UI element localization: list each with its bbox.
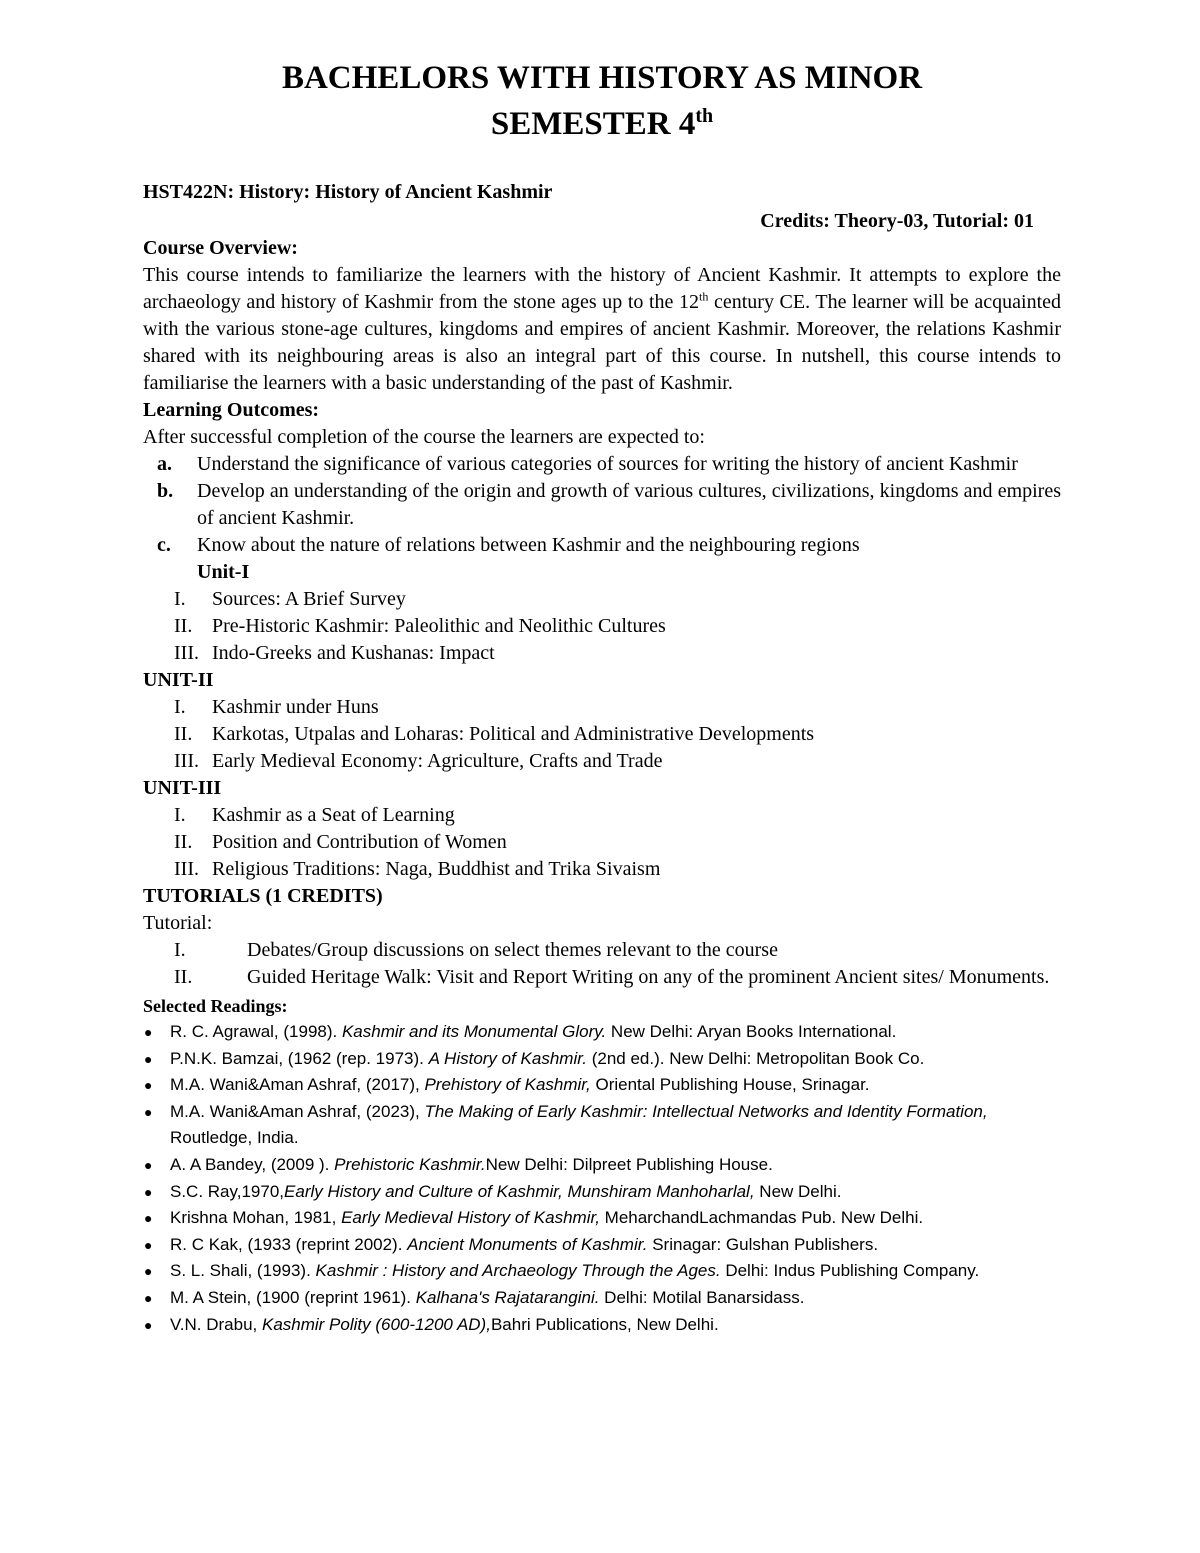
overview-heading: Course Overview: xyxy=(143,237,298,259)
reading-title: Kashmir and its Monumental Glory. xyxy=(341,1022,607,1041)
reading-author: P.N.K. Bamzai, (1962 (rep. 1973). xyxy=(170,1048,429,1068)
reading-publisher: New Delhi: Dilpreet Publishing House. xyxy=(485,1154,773,1174)
outcome-item xyxy=(143,451,1061,478)
reading-title: Kashmir : History and Archaeology Through the Ages. xyxy=(315,1261,721,1281)
unit-item-text: Kashmir under Huns xyxy=(212,696,379,718)
unit-item xyxy=(143,613,1061,640)
unit-item-number: III. xyxy=(174,642,199,664)
unit-item xyxy=(143,721,1061,748)
reading-author: S. L. Shali, (1993). xyxy=(170,1261,316,1281)
reading-item xyxy=(143,1099,1061,1152)
outcome-marker: a. xyxy=(157,453,172,475)
reading-title: Early History and Culture of Kashmir, Munshiram Manhoharlal, xyxy=(284,1181,755,1201)
unit-item-text: Sources: A Brief Survey xyxy=(212,588,406,610)
unit-2-list xyxy=(143,694,1061,775)
reading-item xyxy=(143,1258,1061,1285)
reading-author: M.A. Wani&Aman Ashraf, (2017), xyxy=(170,1075,425,1095)
tutorial-item xyxy=(143,937,1061,964)
bullet-icon: ● xyxy=(144,1077,153,1094)
tutorial-item-text: Debates/Group discussions on select themes relevant to the course xyxy=(247,939,778,961)
page-title-line2 xyxy=(143,101,1061,147)
tutorial-item-number: II. xyxy=(174,966,193,988)
unit-item-number: II. xyxy=(174,723,193,745)
reading-item xyxy=(143,1285,1061,1312)
overview-text-sup: th xyxy=(699,289,709,304)
tutorial-item xyxy=(143,964,1061,991)
outcome-item xyxy=(143,478,1061,532)
bullet-icon: ● xyxy=(144,1183,153,1200)
reading-title: Prehistoric Kashmir. xyxy=(334,1154,486,1174)
bullet-icon: ● xyxy=(144,1316,153,1333)
unit-item xyxy=(143,640,1061,667)
course-code-title: HST422N: History: History of Ancient Kashmir xyxy=(143,181,553,203)
unit-item-number: III. xyxy=(174,750,199,772)
syllabus-page xyxy=(143,55,1061,1338)
tutorial-label: Tutorial: xyxy=(143,912,213,934)
unit-item-number: III. xyxy=(174,858,199,880)
outcomes-intro: After successful completion of the course the learners are expected to: xyxy=(143,426,705,448)
bullet-icon: ● xyxy=(144,1024,153,1040)
reading-item xyxy=(143,1312,1061,1339)
reading-publisher: MeharchandLachmandas Pub. New Delhi. xyxy=(599,1208,924,1228)
reading-item xyxy=(143,1205,1061,1232)
unit-item xyxy=(143,748,1061,775)
reading-author: R. C. Agrawal, (1998). xyxy=(170,1022,342,1041)
reading-publisher: Srinagar: Gulshan Publishers. xyxy=(647,1234,879,1254)
tutorial-item-text: Guided Heritage Walk: Visit and Report Writing on any of the prominent Ancient sites/ Monuments. xyxy=(247,966,1050,988)
semester-label: SEMESTER 4 xyxy=(490,106,696,142)
reading-publisher: Routledge, India. xyxy=(170,1128,299,1148)
bullet-icon: ● xyxy=(144,1289,153,1306)
reading-author: V.N. Drabu, xyxy=(170,1314,262,1334)
reading-author: M.A. Wani&Aman Ashraf, (2023), xyxy=(170,1101,425,1121)
outcome-marker: b. xyxy=(157,480,174,502)
reading-publisher: New Delhi. xyxy=(754,1181,842,1201)
reading-publisher: (2nd ed.). New Delhi: Metropolitan Book Co. xyxy=(587,1048,925,1068)
bullet-icon: ● xyxy=(144,1236,153,1253)
unit-item-text: Pre-Historic Kashmir: Paleolithic and Neolithic Cultures xyxy=(212,615,666,637)
reading-title: Ancient Monuments of Kashmir. xyxy=(407,1234,648,1254)
unit-item xyxy=(143,856,1061,883)
bullet-icon: ● xyxy=(144,1210,153,1227)
tutorials-heading: TUTORIALS (1 CREDITS) xyxy=(143,885,383,907)
overview-text xyxy=(143,262,1061,397)
reading-publisher: Delhi: Indus Publishing Company. xyxy=(720,1261,980,1281)
bullet-icon: ● xyxy=(144,1103,153,1120)
outcomes-list xyxy=(143,451,1061,559)
outcome-marker: c. xyxy=(157,534,171,556)
reading-author: A. A Bandey, (2009 ). xyxy=(170,1154,335,1174)
unit-item xyxy=(143,829,1061,856)
reading-author: S.C. Ray,1970, xyxy=(170,1181,285,1201)
unit-item-number: I. xyxy=(174,696,186,718)
unit-1-list xyxy=(143,586,1061,667)
reading-item xyxy=(143,1046,1061,1073)
reading-title: Prehistory of Kashmir, xyxy=(424,1075,591,1095)
overview-text-part1: This course intends to familiarize the learners with the history of Ancient Kashmir. It attempts to explore the archaeology and history of Kashmir from the stone ages up to the 12 xyxy=(143,264,1061,313)
unit-item-text: Kashmir as a Seat of Learning xyxy=(212,804,455,826)
unit-item xyxy=(143,802,1061,829)
unit-3-title: UNIT-III xyxy=(143,777,222,799)
unit-item-text: Early Medieval Economy: Agriculture, Crafts and Trade xyxy=(212,750,663,772)
unit-item-number: II. xyxy=(174,615,193,637)
course-credits: Credits: Theory-03, Tutorial: 01 xyxy=(760,210,1034,232)
overview-text-part2: century CE. The learner will be acquainted with the various stone-age cultures, kingdoms and empires of ancient Kashmir. Moreover, the relations Kashmir shared with its neighbouring areas is also an integral part of this course. In nutshell, this course intends to familiarise the learners with a basic understanding of the past of Kashmir. xyxy=(143,291,1061,394)
reading-publisher: Delhi: Motilal Banarsidass. xyxy=(599,1287,805,1307)
unit-3-list xyxy=(143,802,1061,883)
unit-item-text: Religious Traditions: Naga, Buddhist and Trika Sivaism xyxy=(212,858,661,880)
unit-item xyxy=(143,694,1061,721)
unit-2-title: UNIT-II xyxy=(143,669,214,691)
outcome-text: Understand the significance of various categories of sources for writing the history of ancient Kashmir xyxy=(197,453,1018,475)
reading-author: M. A Stein, (1900 (reprint 1961). xyxy=(170,1287,416,1307)
reading-item xyxy=(143,1152,1061,1179)
bullet-icon: ● xyxy=(144,1050,153,1067)
reading-author: R. C Kak, (1933 (reprint 2002). xyxy=(170,1234,408,1254)
unit-item-text: Karkotas, Utpalas and Loharas: Political and Administrative Developments xyxy=(212,723,815,745)
tutorial-list xyxy=(143,937,1061,991)
reading-publisher: New Delhi: Aryan Books International. xyxy=(606,1022,897,1041)
unit-item-number: I. xyxy=(174,588,186,610)
reading-title: A History of Kashmir. xyxy=(428,1048,587,1068)
unit-1-title: Unit-I xyxy=(197,561,250,583)
readings-list xyxy=(143,1019,1061,1338)
reading-item xyxy=(143,1072,1061,1099)
reading-title: Early Medieval History of Kashmir, xyxy=(341,1208,600,1228)
readings-heading: Selected Readings: xyxy=(143,996,288,1016)
unit-item-text: Position and Contribution of Women xyxy=(212,831,507,853)
tutorial-item-number: I. xyxy=(174,939,186,961)
outcome-item xyxy=(143,532,1061,559)
reading-item xyxy=(143,1232,1061,1259)
reading-title: Kalhana's Rajatarangini. xyxy=(415,1287,600,1307)
outcome-text: Develop an understanding of the origin and growth of various cultures, civilizations, kingdoms and empires of ancient Kashmir. xyxy=(197,480,1061,529)
bullet-icon: ● xyxy=(144,1263,153,1280)
unit-item-number: II. xyxy=(174,831,193,853)
unit-item-number: I. xyxy=(174,804,186,826)
semester-superscript: th xyxy=(695,105,714,127)
reading-item xyxy=(143,1179,1061,1206)
reading-publisher: Oriental Publishing House, Srinagar. xyxy=(590,1075,870,1095)
outcome-text: Know about the nature of relations between Kashmir and the neighbouring regions xyxy=(197,534,860,556)
unit-item-text: Indo-Greeks and Kushanas: Impact xyxy=(212,642,495,664)
outcomes-heading: Learning Outcomes: xyxy=(143,399,320,421)
reading-item xyxy=(143,1019,1061,1046)
unit-item xyxy=(143,586,1061,613)
bullet-icon: ● xyxy=(144,1156,153,1173)
page-title-line1: BACHELORS WITH HISTORY AS MINOR xyxy=(281,60,923,96)
reading-author: Krishna Mohan, 1981, xyxy=(170,1208,342,1228)
reading-title: The Making of Early Kashmir: Intellectual Networks and Identity Formation, xyxy=(424,1101,988,1121)
reading-title: Kashmir Polity (600-1200 AD), xyxy=(261,1314,491,1334)
reading-publisher: Bahri Publications, New Delhi. xyxy=(490,1314,719,1334)
